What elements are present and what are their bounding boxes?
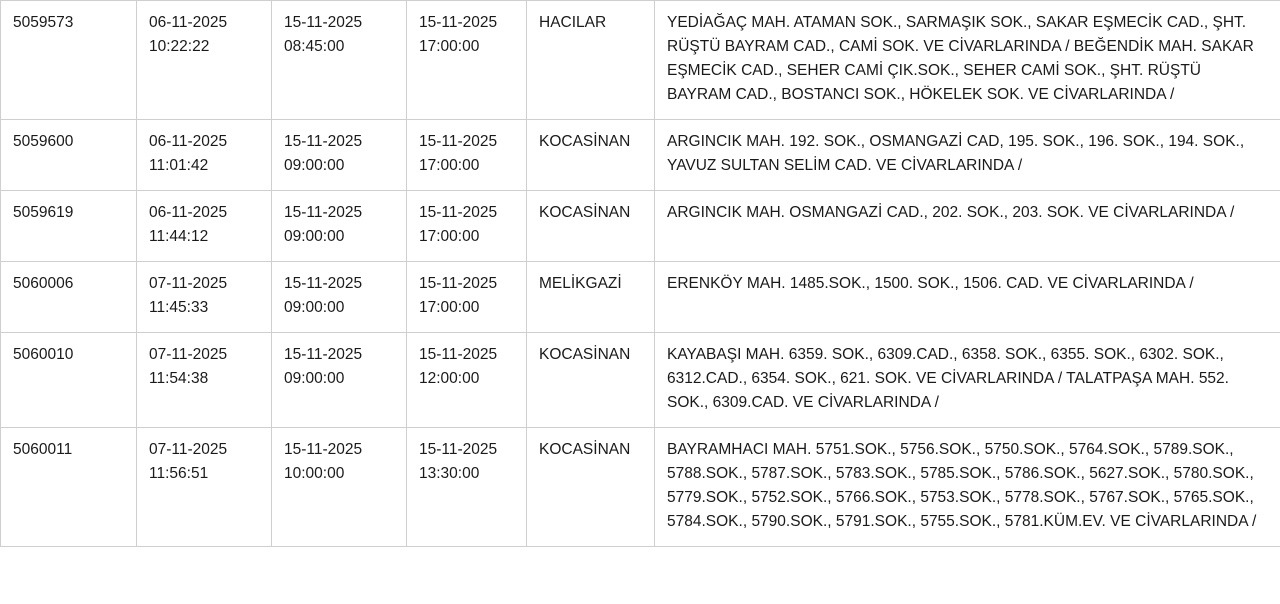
cell-start-at <box>272 333 407 428</box>
cell-recorded-at <box>137 333 272 428</box>
table-row <box>1 191 1280 262</box>
cell-outage-id: 5060006 <box>1 262 137 333</box>
cell-description: ARGINCIK MAH. 192. SOK., OSMANGAZİ CAD, 195. SOK., 196. SOK., 194. SOK., YAVUZ SULTAN SELİM CAD. VE CİVARLARINDA / <box>655 120 1280 191</box>
cell-outage-id: 5060010 <box>1 333 137 428</box>
table-row <box>1 1 1280 120</box>
start-date: 15-11-2025 <box>284 14 363 31</box>
cell-recorded-at <box>137 120 272 191</box>
cell-start-at <box>272 1 407 120</box>
cell-district: KOCASİNAN <box>527 428 655 547</box>
end-time: 17:00:00 <box>419 228 480 246</box>
cell-end-at <box>407 1 527 120</box>
start-date: 15-11-2025 <box>284 204 363 222</box>
start-time: 10:00:00 <box>284 465 345 483</box>
recorded-date: 06-11-2025 <box>149 14 228 31</box>
cell-end-at <box>407 120 527 191</box>
start-date: 15-11-2025 <box>284 441 363 459</box>
cell-outage-id: 5059600 <box>1 120 137 191</box>
end-date: 15-11-2025 <box>419 441 498 459</box>
recorded-time: 11:56:51 <box>149 465 209 483</box>
recorded-time: 11:01:42 <box>149 157 209 175</box>
cell-description: ERENKÖY MAH. 1485.SOK., 1500. SOK., 1506. CAD. VE CİVARLARINDA / <box>655 262 1280 333</box>
end-date: 15-11-2025 <box>419 275 498 293</box>
recorded-time: 11:54:38 <box>149 370 209 388</box>
cell-start-at <box>272 120 407 191</box>
cell-district: MELİKGAZİ <box>527 262 655 333</box>
cell-description: BAYRAMHACI MAH. 5751.SOK., 5756.SOK., 5750.SOK., 5764.SOK., 5789.SOK., 5788.SOK., 5787.SOK., 5783.SOK., 5785.SOK., 5786.SOK., 5627.SOK., 5780.SOK., 5779.SOK., 5752.SOK., 5766.SOK., 5753.SOK., 5778.SOK., 5767.SOK., 5765.SOK., 5784.SOK., 5790.SOK., 5791.SOK., 5755.SOK., 5781.KÜM.EV. VE CİVARLARINDA / <box>655 428 1280 547</box>
cell-district: KOCASİNAN <box>527 191 655 262</box>
table-row <box>1 262 1280 333</box>
cell-recorded-at <box>137 1 272 120</box>
end-time: 17:00:00 <box>419 38 480 56</box>
cell-end-at <box>407 428 527 547</box>
cell-district: KOCASİNAN <box>527 120 655 191</box>
recorded-time: 11:45:33 <box>149 299 209 317</box>
cell-recorded-at <box>137 262 272 333</box>
table-row <box>1 333 1280 428</box>
cell-start-at <box>272 428 407 547</box>
start-time: 09:00:00 <box>284 157 345 175</box>
table-row <box>1 428 1280 547</box>
cell-description: KAYABAŞI MAH. 6359. SOK., 6309.CAD., 6358. SOK., 6355. SOK., 6302. SOK., 6312.CAD., 6354. SOK., 621. SOK. VE CİVARLARINDA / TALATPAŞA MAH. 552. SOK., 6309.CAD. VE CİVARLARINDA / <box>655 333 1280 428</box>
cell-district: HACILAR <box>527 1 655 120</box>
start-time: 09:00:00 <box>284 228 345 246</box>
recorded-date: 07-11-2025 <box>149 275 228 293</box>
recorded-time: 11:44:12 <box>149 228 209 246</box>
end-time: 17:00:00 <box>419 299 480 317</box>
end-time: 13:30:00 <box>419 465 480 483</box>
cell-outage-id: 5059619 <box>1 191 137 262</box>
start-date: 15-11-2025 <box>284 346 363 364</box>
end-date: 15-11-2025 <box>419 14 498 31</box>
recorded-time: 10:22:22 <box>149 38 210 56</box>
start-date: 15-11-2025 <box>284 275 363 293</box>
cell-start-at <box>272 191 407 262</box>
recorded-date: 07-11-2025 <box>149 346 228 364</box>
cell-outage-id: 5059573 <box>1 1 137 120</box>
end-time: 12:00:00 <box>419 370 480 388</box>
end-date: 15-11-2025 <box>419 204 498 222</box>
recorded-date: 06-11-2025 <box>149 204 228 222</box>
cell-recorded-at <box>137 191 272 262</box>
cell-description: YEDİAĞAÇ MAH. ATAMAN SOK., SARMAŞIK SOK., SAKAR EŞMECİK CAD., ŞHT. RÜŞTÜ BAYRAM CAD., CAMİ SOK. VE CİVARLARINDA / BEĞENDİK MAH. SAKAR EŞMECİK CAD., SEHER CAMİ ÇIK.SOK., SEHER CAMİ SOK., ŞHT. RÜŞTÜ BAYRAM CAD., BOSTANCI SOK., HÖKELEK SOK. VE CİVARLARINDA / <box>655 1 1280 120</box>
end-time: 17:00:00 <box>419 157 480 175</box>
recorded-date: 07-11-2025 <box>149 441 228 459</box>
table-row <box>1 120 1280 191</box>
cell-start-at <box>272 262 407 333</box>
cell-end-at <box>407 262 527 333</box>
end-date: 15-11-2025 <box>419 346 498 364</box>
start-time: 08:45:00 <box>284 38 345 56</box>
recorded-date: 06-11-2025 <box>149 133 228 151</box>
cell-end-at <box>407 333 527 428</box>
start-time: 09:00:00 <box>284 299 345 317</box>
outage-table-body <box>1 1 1280 547</box>
cell-description: ARGINCIK MAH. OSMANGAZİ CAD., 202. SOK., 203. SOK. VE CİVARLARINDA / <box>655 191 1280 262</box>
cell-end-at <box>407 191 527 262</box>
start-date: 15-11-2025 <box>284 133 363 151</box>
end-date: 15-11-2025 <box>419 133 498 151</box>
start-time: 09:00:00 <box>284 370 345 388</box>
cell-district: KOCASİNAN <box>527 333 655 428</box>
cell-outage-id: 5060011 <box>1 428 137 547</box>
cell-recorded-at <box>137 428 272 547</box>
